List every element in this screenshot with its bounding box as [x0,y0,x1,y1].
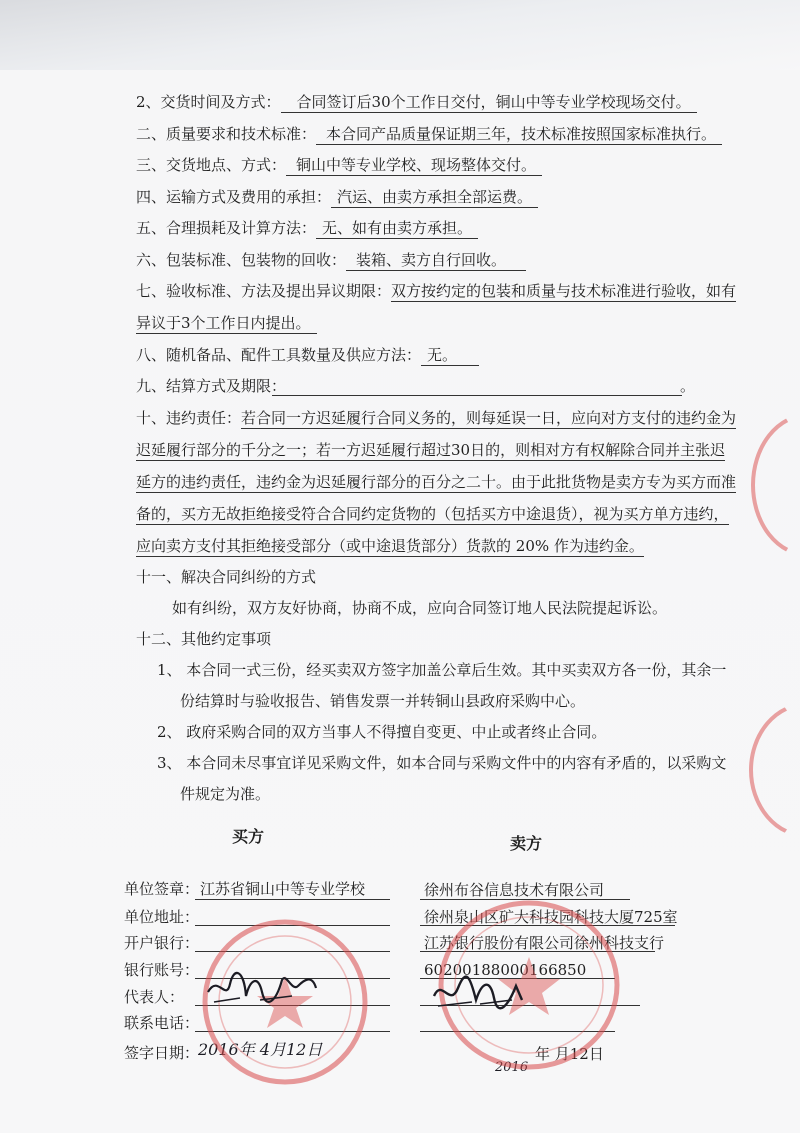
clause-breach-line2: 迟延履行部分的千分之一；若一方迟延履行超过30日的，则相对方有权解除合同并主张迟 [136,441,726,459]
clause-loss: 五、合理损耗及计算方法： 无、如有由卖方承担。 [136,218,478,238]
buyer-signature [200,962,320,1014]
clause-dispute-text: 如有纠纷，双方友好协商，协商不成，应向合同签订地人民法院提起诉讼。 [172,599,668,617]
seller-account: 60200188000166850 [424,961,587,979]
buyer-sign-date: 2016年 4月12日 [198,1040,323,1059]
clause-transport: 四、运输方式及费用的承担： 汽运、由卖方承担全部运费。 [136,187,538,207]
seller-sign-year: 2016 [495,1060,529,1075]
clause-settlement: 九、结算方式及期限： [136,377,287,395]
edge-stamp-lower [745,700,800,840]
field-label-account: 银行账号： [124,961,200,979]
clause-other-item2: 2、 政府采购合同的双方当事人不得擅自变更、中止或者终止合同。 [157,723,607,741]
clause-acceptance: 七、验收标准、方法及提出异议期限：双方按约定的包装和质量与技术标准进行验收，如有 [136,282,737,300]
clause-delivery-time: 2、交货时间及方式： 合同签订后30个工作日交付，铜山中等专业学校现场交付。 [136,92,697,112]
clause-spare-parts: 八、随机备品、配件工具数量及供应方法： 无。 [136,345,479,365]
edge-stamp-upper [748,410,800,560]
settlement-end-mark: 。 [680,377,696,395]
clause-breach-line4: 备的，买方无故拒绝接受符合合同约定货物的（包括买方中途退货），视为买方单方违约， [136,505,729,523]
seller-bank: 江苏银行股份有限公司徐州科技支行 [424,934,665,952]
field-label-phone: 联系电话： [124,1014,200,1032]
clause-breach-line5: 应向卖方支付其拒绝接受部分（或中途退货部分）货款的 20% 作为违约金。 [136,537,644,555]
seller-sign-date: 年 月12日 [535,1045,604,1063]
field-label-address: 单位地址： [124,908,200,926]
field-label-representative: 代表人： [124,988,185,1006]
clause-other-title: 十二、其他约定事项 [136,630,272,648]
clause-other-item1: 1、 本合同一式三份，经买卖双方签字加盖公章后生效。其中买卖双方各一份，其余一 [157,661,727,679]
field-label-bank: 开户银行： [124,934,200,952]
clause-acceptance-cont: 异议于3个工作日内提出。 [136,313,317,333]
clause-other-item1-cont: 份结算时与验收报告、销售发票一并转铜山县政府采购中心。 [180,692,586,710]
clause-delivery-place: 三、交货地点、方式： 铜山中等专业学校、现场整体交付。 [136,155,542,175]
page-fold-shadow [0,0,800,70]
seller-signature [428,970,528,1016]
buyer-title: 买方 [232,827,265,846]
clause-dispute-title: 十一、解决合同纠纷的方式 [136,568,317,586]
seller-title: 卖方 [510,834,543,853]
clause-other-item3-cont: 件规定为准。 [180,785,271,803]
clause-breach-line3: 延方的违约责任，违约金为迟延履行部分的百分之二十。由于此批货物是卖方专为买方而准 [136,473,737,491]
field-label-seal: 单位签章： [124,880,200,898]
clause-other-item3: 3、 本合同未尽事宜详见采购文件，如本合同与采购文件中的内容有矛盾的，以采购文 [157,754,727,772]
settlement-blank-line [272,394,682,396]
clause-quality: 二、质量要求和技术标准： 本合同产品质量保证期三年，技术标准按照国家标准执行。 [136,124,722,144]
clause-packaging: 六、包装标准、包装物的回收： 装箱、卖方自行回收。 [136,250,526,270]
field-label-date: 签字日期： [124,1044,200,1062]
clause-breach-line1: 十、违约责任：若合同一方迟延履行合同义务的，则每延误一日，应向对方支付的违约金为 [136,409,737,427]
seller-unit-name: 徐州布谷信息技术有限公司 [424,881,605,899]
seller-address: 徐州泉山区矿大科技园科技大厦725室 [424,908,678,926]
buyer-unit-name: 江苏省铜山中等专业学校 [200,880,366,898]
